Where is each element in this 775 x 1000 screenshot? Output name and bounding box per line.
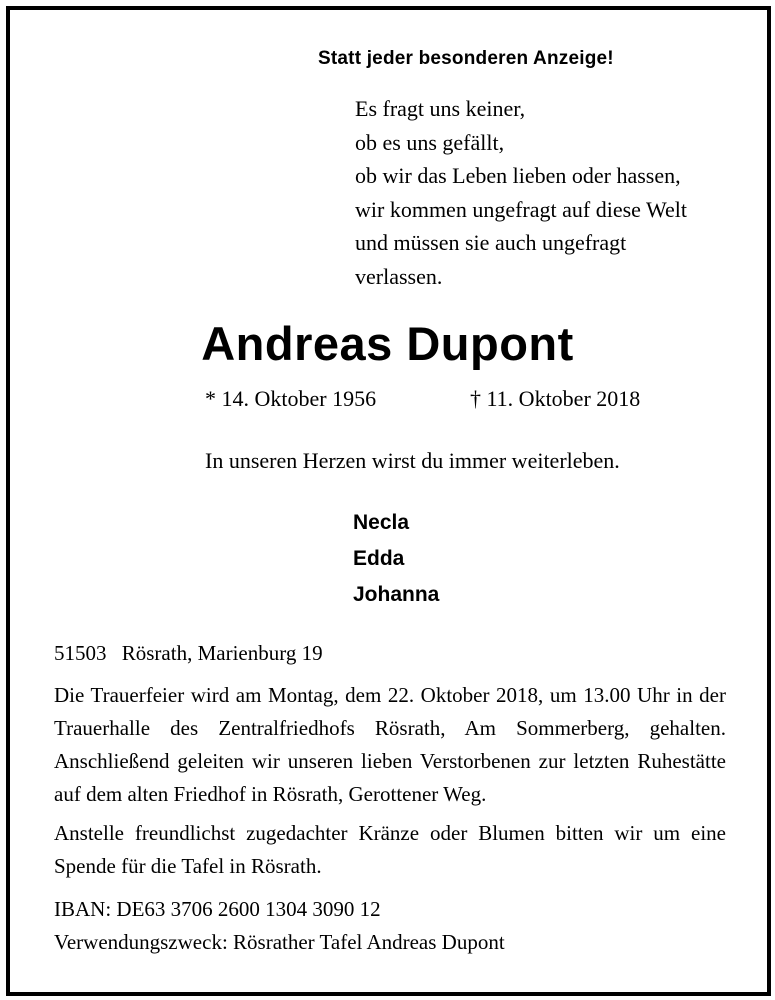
- mourner-name: Edda: [353, 547, 405, 570]
- poem-line: ob es uns gefällt,: [355, 129, 505, 155]
- mourner-name: Johanna: [353, 583, 440, 606]
- donation-request: Anstelle freundlichst zugedachter Kränze oder Blumen bitten wir um eine Spende für die Tafel in Rösrath.: [54, 821, 726, 878]
- payment-purpose: Verwendungszweck: Rösrather Tafel Andreas Dupont: [54, 930, 505, 954]
- poem-line: und müssen sie auch ungefragt: [355, 230, 627, 255]
- mourner-name: Necla: [353, 511, 410, 534]
- poem-line: Es fragt uns keiner,: [355, 96, 526, 121]
- birth-date: * 14. Oktober 1956: [205, 386, 377, 411]
- poem-line: wir kommen ungefragt auf diese Welt: [355, 196, 687, 222]
- poem: [355, 92, 687, 293]
- poem-line: verlassen.: [355, 263, 443, 289]
- deceased-name: Andreas Dupont: [201, 317, 574, 370]
- family-address: [54, 637, 726, 670]
- death-date: † 11. Oktober 2018: [470, 386, 641, 411]
- memorial-motto: In unseren Herzen wirst du immer weiterleben.: [205, 448, 620, 473]
- bank-iban: IBAN: DE63 3706 2600 1304 3090 12: [54, 897, 381, 921]
- postal-code: 51503: [54, 641, 107, 665]
- address-place: Rösrath, Marienburg 19: [121, 641, 323, 665]
- notice-headline: Statt jeder besonderen Anzeige!: [318, 48, 614, 69]
- funeral-information: Die Trauerfeier wird am Montag, dem 22. Oktober 2018, um 13.00 Uhr in der Trauerhalle des Zentralfriedhofs Rösrath, Am Sommerberg, gehalten. Anschließend geleiten wir unseren lieben Verstorbenen zur letzten Ruhestätte auf dem alten Friedhof in Rösrath, Gerottener Weg.: [54, 683, 726, 806]
- mourners-list: [353, 505, 439, 613]
- poem-line: ob wir das Leben lieben oder hassen,: [355, 163, 681, 188]
